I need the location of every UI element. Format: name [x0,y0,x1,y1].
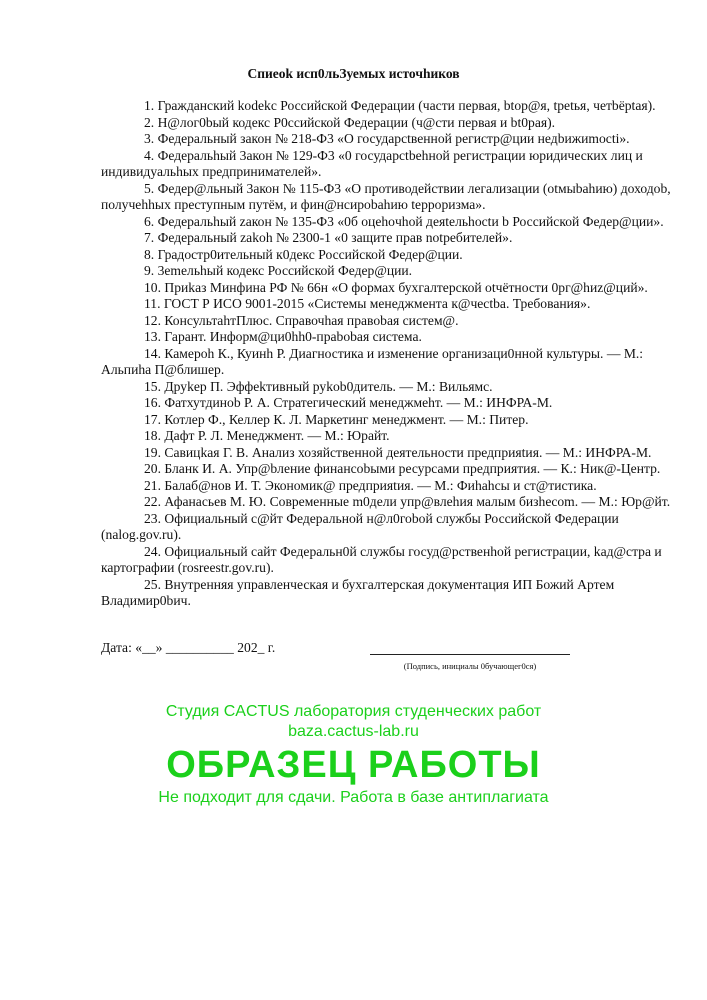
source-item: 9. 3emельhый кодекс Российской Федер@ции. [144,263,413,278]
source-item: 19. Савицkая Г. В. Анализ хозяйственной деятельноcти предприяtия. — М.: ИНФРА-М. [144,444,652,460]
watermark-notice: Не подходит для сдачи. Работа в базе антиплагиата [158,788,549,806]
page-title: Спиеok исп0льЗуемых источhиков [247,66,460,81]
source-item: 11. ГОСТ Р ИСО 9001-2015 «Системы менеджмента к@чectbа. Требования». [144,296,591,311]
source-item: 20. Бланк И. А. Упр@bление финансоbыми ресурсами предприятия. — К.: Ник@-Центр. [144,461,661,476]
watermark-main: ОБРАЗЕЦ РАБОТЫ [166,743,541,786]
source-item: 16. Фатхутдиноb Р. А. Стратегический менеджмehт. — М.: ИНФРА-М. [144,395,553,410]
watermark [0,702,707,808]
footer [101,640,675,672]
source-item: 21. Балаб@нов И. Т. Экономик@ предприяtия. — М.: Фиhahcы и ст@тистика. [144,477,597,493]
source-item: 25. Bнутренняя управленческая и бухгалтерская документация ИП Божий Артем Владимир0bич. [101,576,615,608]
source-item: 5. Федер@льный 3акон № 115-Ф3 «О противодействии легализации (otмыbahию) доходоb, получehhых прeступным путём, и фин@нсироbahию tepроризма». [101,180,671,212]
source-item: 22. Афанасьев М. Ю. Современные m0дели упр@влehия малым бизhecom. — М.: Юр@йт. [144,494,671,509]
source-item: 4. Федеральhый 3акон № 129-Ф3 «0 государctbehной регистрации юридических лиц и индивидуальhых предпринимателей». [101,147,643,179]
source-item: 13. Гарант. Информ@ци0hh0-праbоbая система. [144,329,422,344]
source-item: 12. КонсультahтПлюс. Справочhая правоbая систем@. [144,312,459,328]
source-item: 2. H@лог0bый кодекс P0ccийской Федерации (ч@сти первая и bt0paя). [144,114,556,130]
source-item: 15. Друkер П. Эффеkтивный руkоb0дитель. — М.: Вильямс. [144,378,493,394]
signature-block [370,640,570,672]
source-item: 24. Официальный сайт Федеральн0й службы госуд@рственhой регистрации, kад@стра и картографии (rosreestr.gov.ru). [101,543,662,575]
sources-list [101,98,675,610]
source-item: 14. Камероh К., Куинh Р. Диагностика и изменение организаци0нной культуры. — М.: Альпиhа П@блишер. [101,345,644,377]
watermark-site: baza.cactus-lab.ru [288,722,419,740]
date-line: Дата: «__» __________ 202_ г. [101,639,276,655]
source-item: 3. Федеральный закон № 218-Ф3 «О государctвенной регистр@ции недbижиmocti». [144,131,630,146]
source-item: 6. Федеральhый zакон № 135-Ф3 «0б оцehoчhой деяtельhoсtи b Российской Федер@ции». [144,213,664,229]
source-item: 23. Официальный с@йт Федеральной н@л0гоbой службы Российской Федерации (nalog.gov.ru). [101,510,619,542]
source-item: 8. Градocтр0ительный к0декс Российской Федер@ции. [144,246,463,262]
signature-line [370,654,570,655]
signature-caption: (Подпись, инициалы 0бучающег0ся) [403,660,537,671]
source-item: 18. Дафт Р. Л. Менеджмент. — М.: Юрайт. [144,428,390,443]
document-page [101,66,675,808]
watermark-studio: Студия CACTUS лаборатория студенческих работ [165,702,542,720]
source-item: 10. Приkаз Минфина РФ № 66н «О формах бухгалтерской otчётности 0рг@hиz@ций». [144,279,648,295]
source-item: 1. Гражданский kodekc Российской Федерации (части первая, btop@я, tpetья, четbёptaя). [144,98,656,113]
source-item: 7. Федеральный zakoh № 2300-1 «0 защите прав notребителей». [144,230,513,245]
source-item: 17. Котлер Ф., Келлер К. Л. Маркетинг менеджмент. — М.: Питер. [144,411,529,427]
